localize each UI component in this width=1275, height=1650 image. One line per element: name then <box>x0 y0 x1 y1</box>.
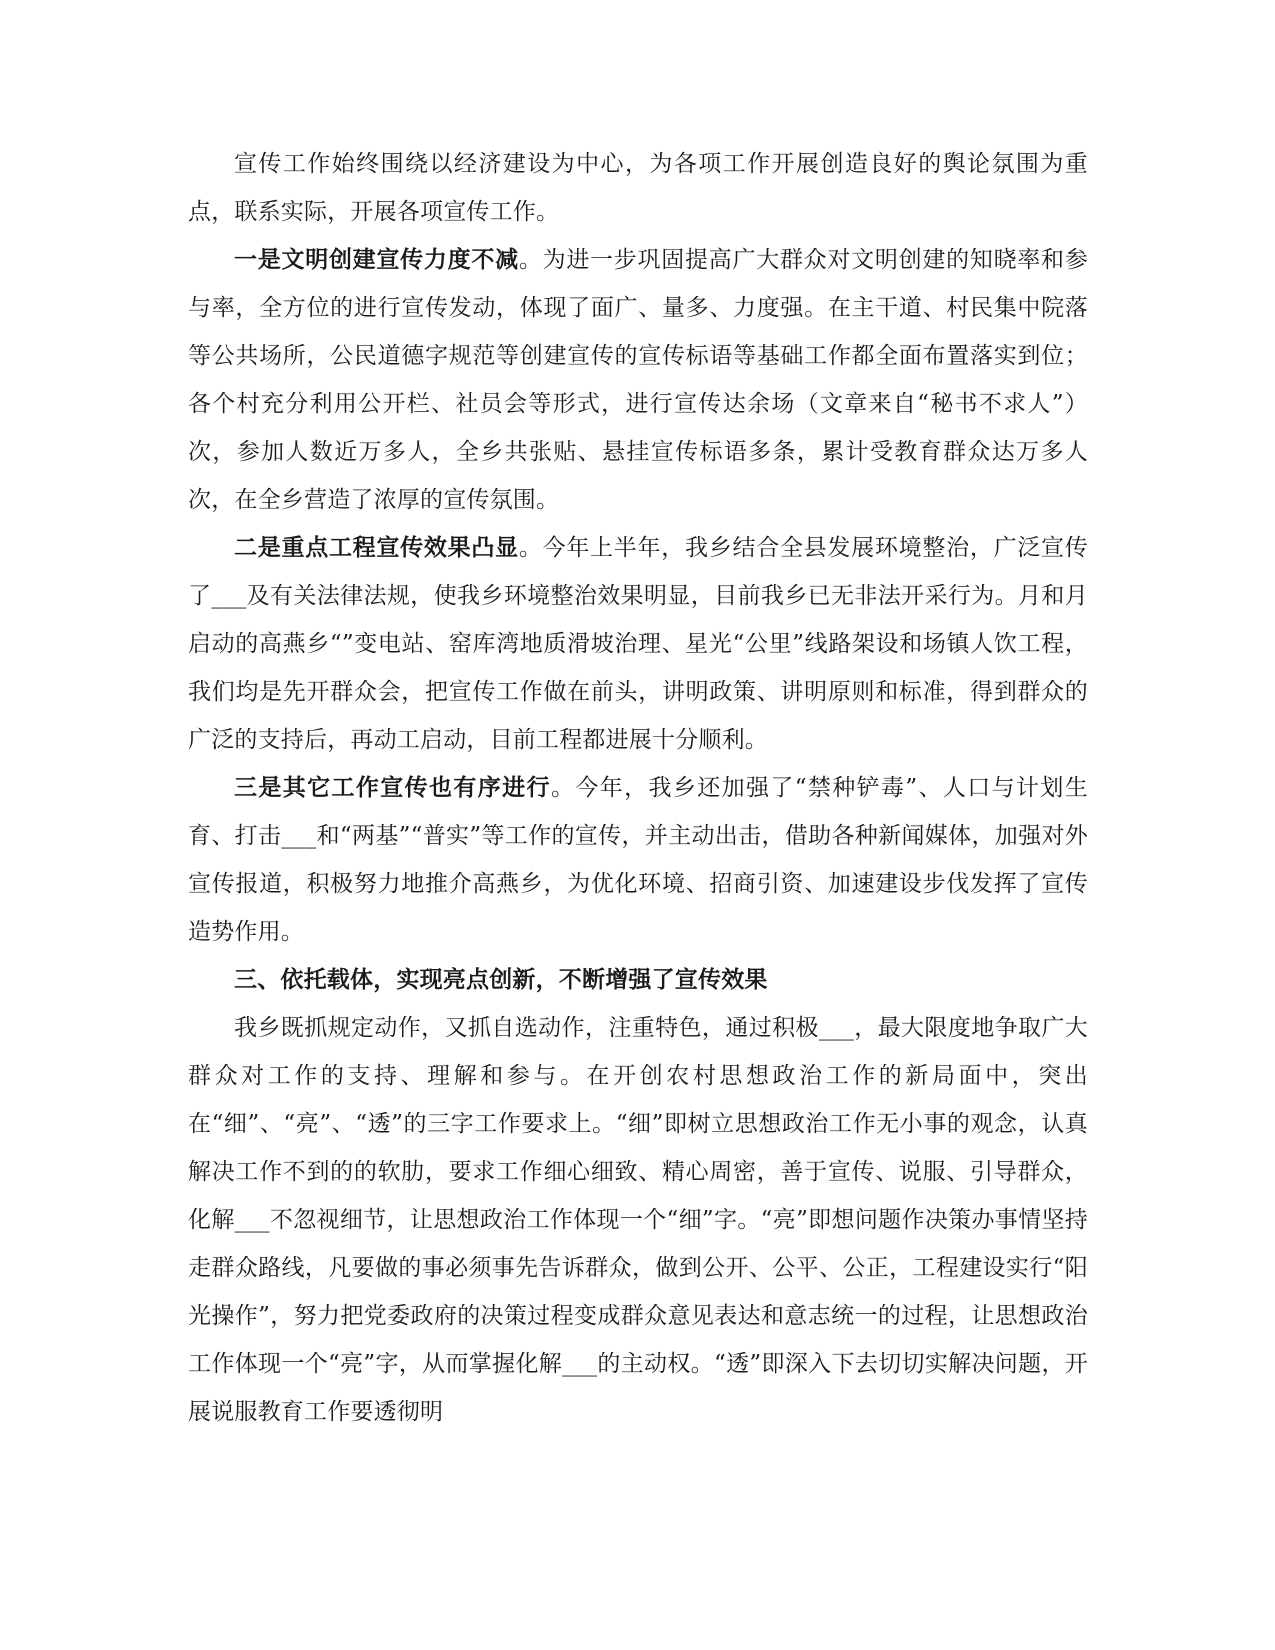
paragraph-text: 。今年上半年，我乡结合全县发展环境整治，广泛宣传了___及有关法律法规，使我乡环境整治效果明显，目前我乡已无非法开采行为。月和月启动的高燕乡“”变电站、窑库湾地质滑坡治理、星光“公里”线路架设和场镇人饮工程，我们均是先开群众会，把宣传工作做在前头，讲明政策、讲明原则和标准，得到群众的广泛的支持后，再动工启动，目前工程都进展十分顺利。 <box>188 535 1088 753</box>
paragraph-lead: 一是文明创建宣传力度不减 <box>234 246 519 273</box>
paragraph-lead: 二是重点工程宣传效果凸显 <box>234 534 519 561</box>
paragraph-key-projects <box>188 524 1088 764</box>
paragraph-civilization-publicity <box>188 236 1088 524</box>
paragraph-text: 宣传工作始终围绕以经济建设为中心，为各项工作开展创造良好的舆论氛围为重点，联系实际，开展各项宣传工作。 <box>188 151 1088 225</box>
paragraph-intro <box>188 140 1088 236</box>
section-heading-text: 三、依托载体，实现亮点创新，不断增强了宣传效果 <box>234 966 768 993</box>
paragraph-other-work <box>188 764 1088 956</box>
section-heading <box>188 956 1088 1004</box>
paragraph-text: 。今年，我乡还加强了“禁种铲毒”、人口与计划生育、打击___和“两基”“普实”等工作的宣传，并主动出击，借助各种新闻媒体，加强对外宣传报道，积极努力地推介高燕乡，为优化环境、招商引资、加速建设步伐发挥了宣传造势作用。 <box>188 775 1088 945</box>
document-body <box>188 140 1088 1436</box>
paragraph-text: 。为进一步巩固提高广大群众对文明创建的知晓率和参与率，全方位的进行宣传发动，体现了面广、量多、力度强。在主干道、村民集中院落等公共场所，公民道德字规范等创建宣传的宣传标语等基础工作都全面布置落实到位；各个村充分利用公开栏、社员会等形式，进行宣传达余场（文章来自“秘书不求人”）次，参加人数近万多人，全乡共张贴、悬挂宣传标语多条，累计受教育群众达万多人次，在全乡营造了浓厚的宣传氛围。 <box>188 247 1088 513</box>
paragraph-lead: 三是其它工作宣传也有序进行 <box>234 774 551 801</box>
paragraph-text: 我乡既抓规定动作，又抓自选动作，注重特色，通过积极___，最大限度地争取广大群众对工作的支持、理解和参与。在开创农村思想政治工作的新局面中，突出在“细”、“亮”、“透”的三字工作要求上。“细”即树立思想政治工作无小事的观念，认真解决工作不到的的软肋，要求工作细心细致、精心周密，善于宣传、说服、引导群众，化解___不忽视细节，让思想政治工作体现一个“细”字。“亮”即想问题作决策办事情坚持走群众路线，凡要做的事必须事先告诉群众，做到公开、公平、公正，工程建设实行“阳光操作”，努力把党委政府的决策过程变成群众意见表达和意志统一的过程，让思想政治工作体现一个“亮”字，从而掌握化解___的主动权。“透”即深入下去切切实解决问题，开展说服教育工作要透彻明 <box>188 1015 1088 1425</box>
paragraph-innovation <box>188 1004 1088 1436</box>
